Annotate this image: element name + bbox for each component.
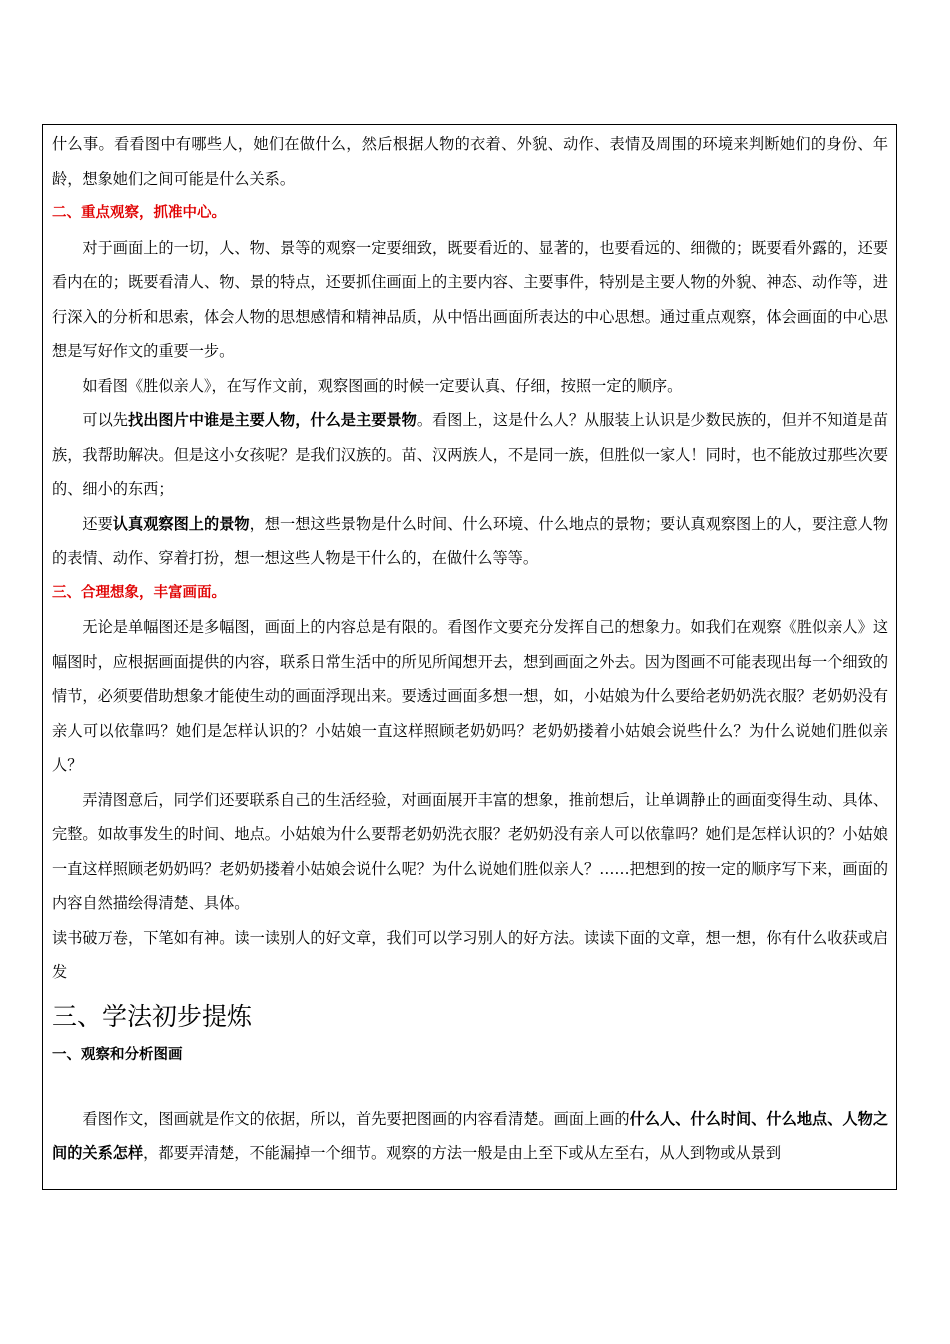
text-run: 。看图上，这是什么人？从服装上认识是少数民族的，但并不知道是苗族，我帮助解决。但是这小女孩呢？是我们汉族的。苗、汉两族人，不是同一族，但胜似一家人！同时，也不能放过那些次要的、细小的东西； [52, 411, 889, 498]
paragraph-second [52, 507, 888, 576]
paragraph-example: 如看图《胜似亲人》，在写作文前，观察图画的时候一定要认真、仔细，按照一定的顺序。 [82, 376, 683, 395]
heading-imagine: 三、合理想象，丰富画面。 [52, 584, 226, 601]
paragraph-last [52, 1102, 888, 1171]
section-heading: 三、学法初步提炼 [52, 1001, 253, 1031]
paragraph-read: 读书破万卷，下笔如有神。读一读别人的好文章，我们可以学习别人的好方法。读读下面的文章，想一想，你有什么收获或启发 [52, 928, 888, 981]
paragraph-focus: 对于画面上的一切，人、物、景等的观察一定要细致，既要看近的、显著的，也要看远的、细微的；既要看外露的，还要看内在的；既要看清人、物、景的特点，还要抓住画面上的主要内容、主要事件，特别是主要人物的外貌、神态、动作等，进行深入的分析和思索，体会人物的思想感情和精神品质，从中悟出画面所表达的中心思想。通过重点观察，体会画面的中心思想是写好作文的重要一步。 [52, 238, 888, 360]
text-run: 可以先 [82, 411, 128, 429]
text-run: ，都要弄清楚，不能漏掉一个细节。观察的方法一般是由上至下或从左至右，从人到物或从景到 [143, 1144, 781, 1162]
bold-run: 找出图片中谁是主要人物，什么是主要景物 [128, 411, 417, 429]
heading-focus: 二、重点观察，抓准中心。 [52, 205, 226, 221]
text-run: ，想一想这些景物是什么时间、什么环境、什么地点的景物；要认真观察图上的人，要注意人物的表情、动作、穿着打扮，想一想这些人物是干什么的，在做什么等等。 [52, 514, 889, 567]
text-run: 还要 [82, 514, 113, 533]
text-run: 看图作文，图画就是作文的依据，所以，首先要把图画的内容看清楚。画面上画的 [82, 1109, 630, 1128]
bold-run: 认真观察图上的景物 [112, 514, 250, 533]
paragraph-imagine: 无论是单幅图还是多幅图，画面上的内容总是有限的。看图作文要充分发挥自己的想象力。如我们在观察《胜似亲人》这幅图时，应根据画面提供的内容，联系日常生活中的所见所闻想开去，想到画面之外去。因为图画不可能表现出每一个细致的情节，必须要借助想象才能使生动的画面浮现出来。要透过画面多想一想，如，小姑娘为什么要给老奶奶洗衣服？老奶奶没有亲人可以依靠吗？她们是怎样认识的？小姑娘一直这样照顾老奶奶吗？老奶奶搂着小姑娘会说些什么？为什么说她们胜似亲人？ [52, 618, 888, 774]
document-frame [42, 124, 897, 1190]
paragraph-first [52, 403, 888, 507]
bold-run: 什么人、什么时间、什么地点、人物之间的关系怎样 [52, 1109, 889, 1162]
paragraph-continued: 什么事。看看图中有哪些人，她们在做什么，然后根据人物的衣着、外貌、动作、表情及周围的环境来判断她们的身份、年龄，想象她们之间可能是什么关系。 [52, 135, 888, 188]
subsection-heading: 一、观察和分析图画 [52, 1046, 183, 1063]
paragraph-after: 弄清图意后，同学们还要联系自己的生活经验，对画面展开丰富的想象，推前想后，让单调静止的画面变得生动、具体、完整。如故事发生的时间、地点。小姑娘为什么要帮老奶奶洗衣服？老奶奶没有亲人可以依靠吗？她们是怎样认识的？小姑娘一直这样照顾老奶奶吗？老奶奶搂着小姑娘会说什么呢？为什么说她们胜似亲人？……把想到的按一定的顺序写下来，画面的内容自然描绘得清楚、具体。 [52, 790, 888, 912]
